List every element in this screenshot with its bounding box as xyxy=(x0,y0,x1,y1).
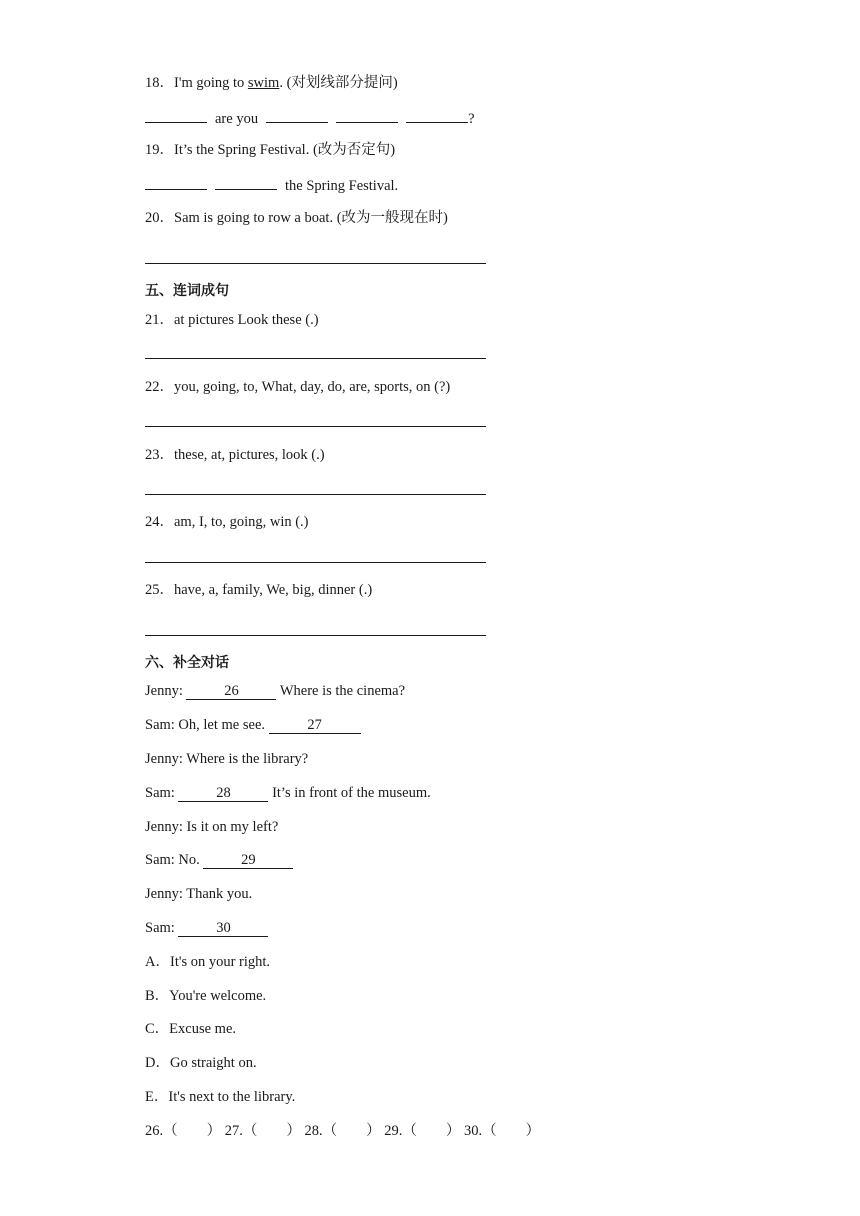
question-23 xyxy=(145,446,325,464)
numbered-blank[interactable]: 29 xyxy=(203,853,293,869)
dialog-line-2 xyxy=(145,716,361,734)
answer-slot-28[interactable]: 28.（ ） xyxy=(304,1123,381,1139)
option-a xyxy=(145,953,270,971)
answer-line-19 xyxy=(145,175,398,195)
question-text: Sam is going to row a boat. (改为一般现在时) xyxy=(174,210,448,226)
option-text: It's on your right. xyxy=(169,954,271,970)
option-letter: E． xyxy=(145,1089,169,1105)
question-21 xyxy=(145,311,319,329)
dialog-line-7 xyxy=(145,885,252,903)
answer-line[interactable] xyxy=(145,263,486,264)
dialog-line-6 xyxy=(145,851,293,869)
option-letter: A． xyxy=(145,954,170,970)
question-19 xyxy=(145,141,395,159)
question-25 xyxy=(145,581,372,599)
answer-line[interactable] xyxy=(145,635,486,636)
dialog-text: Jenny: Thank you. xyxy=(145,886,253,902)
answer-line[interactable] xyxy=(145,358,486,359)
question-text: I'm going to xyxy=(174,75,248,91)
dialog-text: It’s in front of the museum. xyxy=(268,785,431,801)
dialog-line-5 xyxy=(145,818,278,836)
question-number: 22． xyxy=(145,379,174,395)
numbered-blank[interactable]: 26 xyxy=(186,684,276,700)
question-text: am, I, to, going, win (.) xyxy=(174,514,309,530)
dialog-text: Jenny: Where is the library? xyxy=(145,751,309,767)
question-text: have, a, family, We, big, dinner (.) xyxy=(174,582,373,598)
question-number: 21． xyxy=(145,312,174,328)
option-text: It's next to the library. xyxy=(168,1089,296,1105)
dialog-text: Sam: xyxy=(145,920,179,936)
answer-row xyxy=(145,1122,540,1140)
dialog-text: Where is the cinema? xyxy=(276,683,406,699)
question-text: It’s the Spring Festival. (改为否定句) xyxy=(174,142,396,158)
answer-line[interactable] xyxy=(145,494,486,495)
blank-field[interactable] xyxy=(145,108,207,123)
blank-field[interactable] xyxy=(215,175,277,190)
option-c xyxy=(145,1020,236,1038)
numbered-blank[interactable]: 30 xyxy=(178,921,268,937)
question-number: 20． xyxy=(145,210,174,226)
option-text: You're welcome. xyxy=(169,988,267,1004)
question-18 xyxy=(145,74,398,92)
option-d xyxy=(145,1054,257,1072)
question-text: these, at, pictures, look (.) xyxy=(174,447,325,463)
blank-field[interactable] xyxy=(336,108,398,123)
blank-field[interactable] xyxy=(145,175,207,190)
question-text: you, going, to, What, day, do, are, sports, on (?) xyxy=(174,379,451,395)
question-number: 18． xyxy=(145,75,174,91)
dialog-text: Sam: Oh, let me see. xyxy=(145,717,269,733)
answer-slot-30[interactable]: 30.（ ） xyxy=(464,1123,541,1139)
dialog-line-8 xyxy=(145,919,268,937)
question-instruction: . (对划线部分提问) xyxy=(279,75,398,91)
question-number: 19． xyxy=(145,142,174,158)
answer-line-18 xyxy=(145,108,475,128)
answer-text: the Spring Festival. xyxy=(285,178,399,194)
option-text: Excuse me. xyxy=(169,1021,237,1037)
answer-line[interactable] xyxy=(145,562,486,563)
answer-slot-27[interactable]: 27.（ ） xyxy=(224,1123,301,1139)
option-text: Go straight on. xyxy=(169,1055,257,1071)
section-title: 六、补全对话 xyxy=(145,655,229,671)
dialog-line-3 xyxy=(145,750,308,768)
question-number: 23． xyxy=(145,447,174,463)
section-title: 五、连词成句 xyxy=(145,283,229,299)
question-22 xyxy=(145,378,450,396)
question-20 xyxy=(145,209,448,227)
underlined-word: swim xyxy=(247,75,280,91)
answer-slot-29[interactable]: 29.（ ） xyxy=(384,1123,461,1139)
dialog-text: Jenny: xyxy=(145,683,187,699)
blank-field[interactable] xyxy=(406,108,468,123)
numbered-blank[interactable]: 28 xyxy=(178,786,268,802)
dialog-text: Sam: No. xyxy=(145,852,204,868)
option-letter: D． xyxy=(145,1055,170,1071)
dialog-line-1 xyxy=(145,682,405,700)
option-e xyxy=(145,1088,295,1106)
dialog-text: Jenny: Is it on my left? xyxy=(145,819,279,835)
numbered-blank[interactable]: 27 xyxy=(269,718,361,734)
answer-text: are you xyxy=(215,111,259,127)
question-24 xyxy=(145,513,309,531)
dialog-text: Sam: xyxy=(145,785,179,801)
answer-line[interactable] xyxy=(145,426,486,427)
option-letter: B． xyxy=(145,988,170,1004)
question-text: at pictures Look these (.) xyxy=(174,312,319,328)
answer-slot-26[interactable]: 26.（ ） xyxy=(145,1123,222,1139)
option-b xyxy=(145,987,266,1005)
option-letter: C． xyxy=(145,1021,170,1037)
question-number: 24． xyxy=(145,514,174,530)
dialog-line-4 xyxy=(145,784,431,802)
question-mark: ? xyxy=(468,111,475,127)
question-number: 25． xyxy=(145,582,174,598)
blank-field[interactable] xyxy=(266,108,328,123)
